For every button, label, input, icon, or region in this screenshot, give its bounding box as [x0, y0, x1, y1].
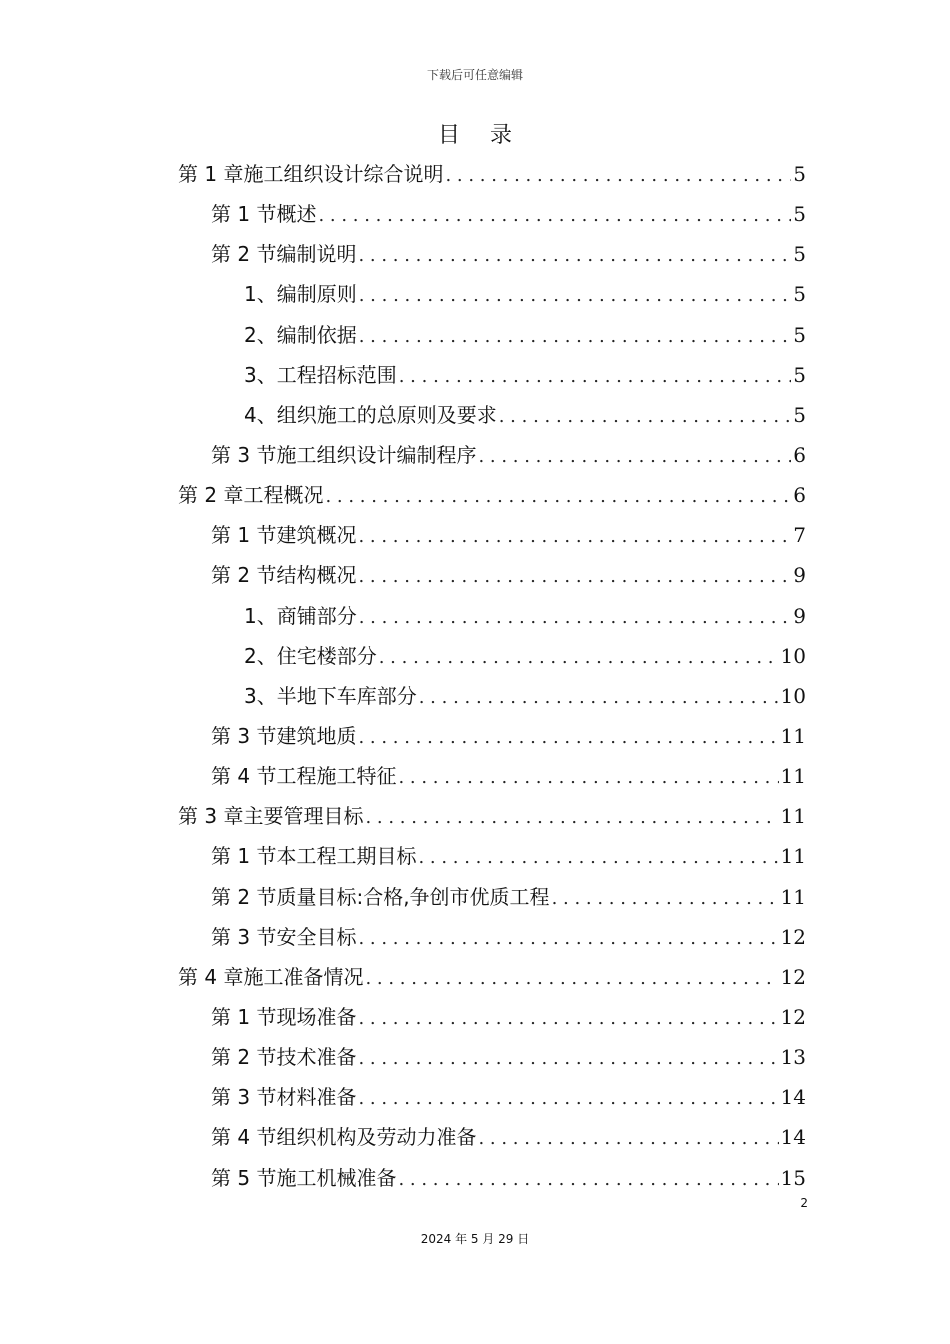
- toc-entry[interactable]: [178, 234, 806, 274]
- toc-entry-title: 概述: [276, 202, 317, 227]
- toc-title: 目录: [437, 123, 542, 148]
- toc-entry-title: 编制说明: [276, 242, 357, 267]
- toc-dot-leader: [358, 999, 778, 1039]
- toc-entry-title: 工程招标范围: [276, 362, 397, 387]
- toc-entry[interactable]: [178, 877, 806, 917]
- toc-dot-leader: [358, 517, 791, 557]
- toc-entry-title: 安全目标: [276, 924, 357, 949]
- toc-entry-title: 现场准备: [276, 1004, 357, 1029]
- toc-entry-number: 第 2 节: [211, 1045, 277, 1070]
- toc-entry-page: 5: [793, 402, 806, 427]
- toc-dot-leader: [358, 718, 778, 758]
- toc-entry-number: 第 2 节: [211, 242, 277, 267]
- toc-entry-title: 住宅楼部分: [276, 643, 377, 668]
- toc-entry-number: 第 3 节: [211, 723, 277, 748]
- toc-entry-page: 11: [780, 884, 806, 909]
- toc-dot-leader: [359, 598, 792, 638]
- toc-entry[interactable]: [178, 194, 806, 234]
- toc-entry-title: 编制原则: [276, 282, 357, 307]
- toc-entry[interactable]: [178, 1117, 806, 1157]
- toc-entry[interactable]: [178, 957, 806, 997]
- toc-dot-leader: [499, 397, 792, 437]
- toc-entry-title: 主要管理目标: [243, 804, 364, 829]
- toc-entry-number: 第 3 节: [211, 1085, 277, 1110]
- toc-entry-number: 第 2 节: [211, 884, 277, 909]
- toc-dot-leader: [399, 357, 792, 397]
- toc-entry[interactable]: [178, 315, 806, 355]
- toc-entry[interactable]: [178, 355, 806, 395]
- toc-entry-page: 11: [780, 764, 806, 789]
- toc-entry-number: 第 2 章: [178, 483, 244, 508]
- toc-entry[interactable]: [178, 1037, 806, 1077]
- toc-entry[interactable]: [178, 1158, 806, 1198]
- toc-entry-page: 5: [793, 362, 806, 387]
- toc-entry-title: 组织机构及劳动力准备: [276, 1125, 477, 1150]
- toc-dot-leader: [478, 437, 791, 477]
- toc-entry-number: 第 4 章: [178, 964, 244, 989]
- toc-entry-number: 2、: [244, 322, 277, 347]
- toc-dot-leader: [552, 879, 779, 919]
- toc-entry[interactable]: [178, 515, 806, 555]
- toc-entry-number: 第 3 节: [211, 924, 277, 949]
- toc-entry[interactable]: [178, 154, 806, 194]
- toc-entry[interactable]: [178, 917, 806, 957]
- toc-entry[interactable]: [178, 555, 806, 595]
- toc-entry-number: 3、: [244, 683, 277, 708]
- toc-entry-number: 第 1 节: [211, 523, 277, 548]
- toc-entry-number: 第 1 节: [211, 1004, 277, 1029]
- toc-dot-leader: [398, 758, 778, 798]
- toc-entry-page: 13: [780, 1045, 806, 1070]
- toc-entry-number: 2、: [244, 643, 277, 668]
- toc-entry-title: 建筑地质: [276, 723, 357, 748]
- toc-dot-leader: [379, 638, 779, 678]
- toc-dot-leader: [358, 1039, 778, 1079]
- toc-entry[interactable]: [178, 836, 806, 876]
- toc-entry-page: 12: [780, 924, 806, 949]
- toc-entry-number: 4、: [244, 402, 277, 427]
- toc-dot-leader: [478, 1119, 778, 1159]
- toc-entry-page: 6: [793, 483, 806, 508]
- toc-entry-title: 施工组织设计编制程序: [276, 442, 477, 467]
- toc-entry-number: 第 5 节: [211, 1165, 277, 1190]
- toc-dot-leader: [419, 678, 779, 718]
- toc-entry-page: 12: [780, 964, 806, 989]
- toc-entry[interactable]: [178, 596, 806, 636]
- toc-entry[interactable]: [178, 716, 806, 756]
- toc-entry[interactable]: [178, 756, 806, 796]
- toc-dot-leader: [445, 156, 791, 196]
- toc-entry-title: 材料准备: [276, 1085, 357, 1110]
- page-header: 下载后可任意编辑: [426, 68, 523, 82]
- toc-entry-page: 5: [793, 202, 806, 227]
- toc-dot-leader: [318, 196, 791, 236]
- toc-entry-title: 建筑概况: [276, 523, 357, 548]
- toc-entry-number: 第 3 节: [211, 442, 277, 467]
- toc-entry-number: 第 2 节: [211, 563, 277, 588]
- toc-entry[interactable]: [178, 676, 806, 716]
- toc-entry[interactable]: [178, 475, 806, 515]
- toc-entry-title: 结构概况: [276, 563, 357, 588]
- toc-entry-title: 半地下车库部分: [276, 683, 417, 708]
- toc-dot-leader: [358, 236, 791, 276]
- toc-entry-page: 5: [793, 242, 806, 267]
- toc-entry[interactable]: [178, 1077, 806, 1117]
- toc-entry-page: 11: [780, 844, 806, 869]
- toc-dot-leader: [358, 557, 791, 597]
- toc-dot-leader: [359, 276, 792, 316]
- page-number: 2: [800, 1196, 808, 1210]
- toc-dot-leader: [418, 838, 778, 878]
- toc-entry-number: 第 4 节: [211, 1125, 277, 1150]
- toc-entry-page: 6: [793, 442, 806, 467]
- toc-entry-title: 工程概况: [243, 483, 324, 508]
- toc-entry-number: 第 4 节: [211, 764, 277, 789]
- toc-entry-number: 第 3 章: [178, 804, 244, 829]
- toc-dot-leader: [358, 1079, 778, 1119]
- toc-entry[interactable]: [178, 435, 806, 475]
- toc-entry-title: 组织施工的总原则及要求: [276, 402, 497, 427]
- toc-entry-page: 14: [780, 1125, 806, 1150]
- toc-entry-page: 5: [793, 162, 806, 186]
- toc-entry-page: 10: [780, 643, 806, 668]
- toc-entry-title: 编制依据: [276, 322, 357, 347]
- toc-entry-page: 14: [780, 1085, 806, 1110]
- toc-entry-page: 11: [780, 804, 806, 829]
- toc-entry-title: 工程施工特征: [276, 764, 397, 789]
- table-of-contents: [178, 154, 806, 1198]
- toc-entry[interactable]: [178, 274, 806, 314]
- toc-entry[interactable]: [178, 636, 806, 676]
- toc-entry-page: 15: [780, 1165, 806, 1190]
- toc-dot-leader: [365, 798, 778, 838]
- toc-entry-page: 12: [780, 1004, 806, 1029]
- toc-entry-page: 10: [780, 683, 806, 708]
- toc-entry-number: 第 1 章: [178, 162, 244, 186]
- toc-entry-page: 7: [793, 523, 806, 548]
- toc-entry-title: 技术准备: [276, 1045, 357, 1070]
- toc-dot-leader: [365, 959, 778, 999]
- toc-entry-number: 第 1 节: [211, 844, 277, 869]
- toc-entry[interactable]: [178, 997, 806, 1037]
- toc-entry-page: 5: [793, 282, 806, 307]
- toc-dot-leader: [398, 1160, 778, 1200]
- toc-entry-number: 第 1 节: [211, 202, 277, 227]
- toc-entry-page: 9: [793, 563, 806, 588]
- toc-entry-page: 11: [780, 723, 806, 748]
- toc-entry-title: 质量目标:合格,争创市优质工程: [276, 884, 550, 909]
- toc-entry-title: 施工组织设计综合说明: [243, 162, 444, 186]
- toc-entry-number: 3、: [244, 362, 277, 387]
- toc-dot-leader: [359, 317, 792, 357]
- toc-entry[interactable]: [178, 395, 806, 435]
- toc-entry-title: 商铺部分: [276, 603, 357, 628]
- toc-entry-page: 5: [793, 322, 806, 347]
- toc-entry-number: 1、: [244, 282, 277, 307]
- toc-dot-leader: [325, 477, 791, 517]
- toc-dot-leader: [358, 919, 778, 959]
- toc-entry-page: 9: [793, 603, 806, 628]
- toc-entry-number: 1、: [244, 603, 277, 628]
- toc-entry-title: 本工程工期目标: [276, 844, 417, 869]
- toc-entry-title: 施工机械准备: [276, 1165, 397, 1190]
- page-footer-date: 2024 年 5 月 29 日: [420, 1232, 530, 1246]
- toc-entry-title: 施工准备情况: [243, 964, 364, 989]
- toc-entry[interactable]: [178, 796, 806, 836]
